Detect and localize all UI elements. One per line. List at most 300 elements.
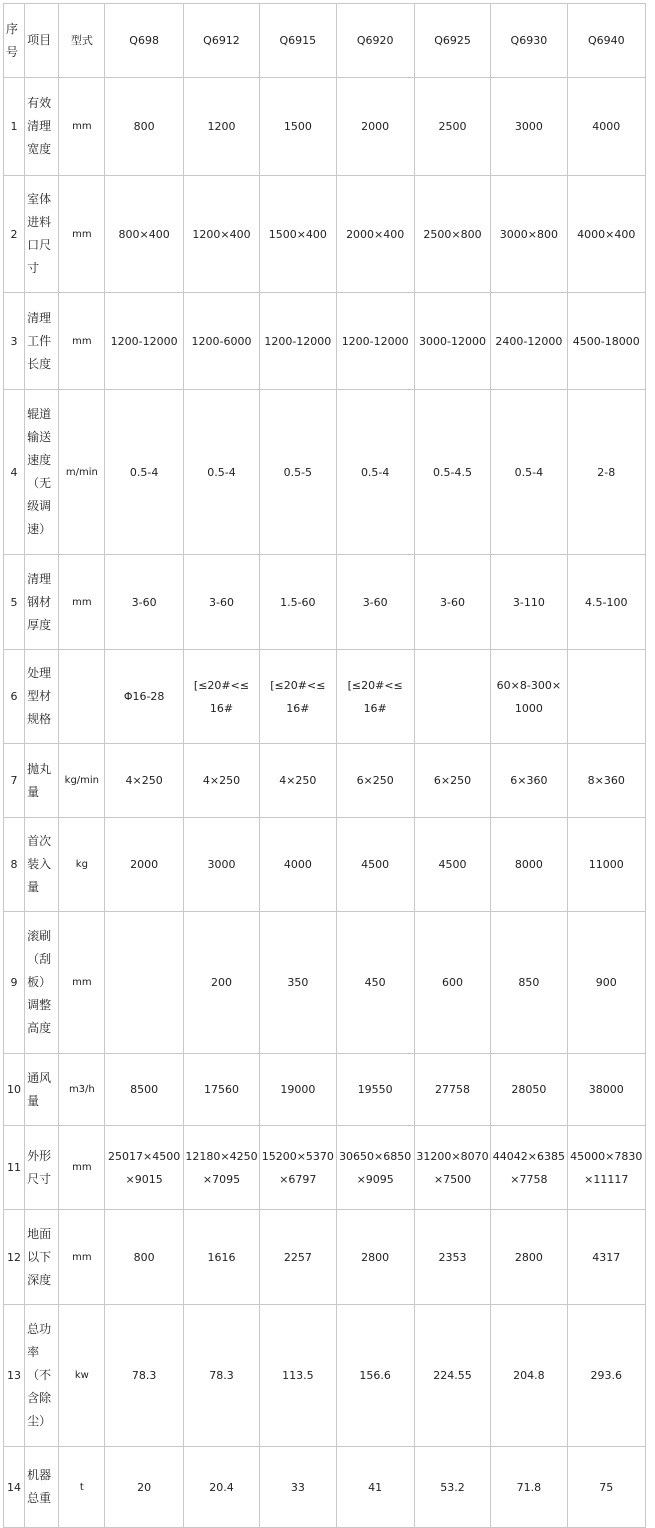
- row-index-cell: [4, 744, 25, 818]
- row-value-cell: [105, 176, 183, 293]
- row-value-text: 0.5-4: [360, 465, 390, 479]
- row-value-cell: [491, 818, 567, 912]
- row-index-text: 11: [7, 1161, 22, 1174]
- row-value-cell: [105, 1126, 183, 1210]
- row-value-text: 8000: [514, 858, 543, 871]
- row-value-cell: [336, 818, 414, 912]
- row-value-cell: [183, 1126, 259, 1210]
- row-value-cell: [336, 912, 414, 1054]
- row-value-cell: [491, 1305, 567, 1447]
- row-value-cell: [260, 1126, 336, 1210]
- row-value-cell: [491, 176, 567, 293]
- row-value-text: 30650×6850 ×9095: [339, 1149, 412, 1186]
- row-value-text: 2500×800: [423, 227, 482, 241]
- row-value-cell: [183, 650, 259, 744]
- header-model-cell: [260, 4, 336, 78]
- row-value-text: 3-60: [362, 595, 388, 609]
- row-value-text: 41: [368, 1480, 383, 1494]
- row-unit-text: mm: [72, 1251, 92, 1263]
- row-value-cell: [260, 744, 336, 818]
- row-value-text: 0.5-5: [283, 465, 313, 479]
- row-value-text: Φ16-28: [123, 690, 165, 703]
- row-unit-text: mm: [72, 596, 92, 608]
- row-value-cell: [183, 176, 259, 293]
- row-value-cell: [336, 1210, 414, 1305]
- row-value-cell: [260, 1447, 336, 1528]
- row-value-text: 1500×400: [268, 227, 327, 241]
- row-unit-cell: [59, 1305, 105, 1447]
- row-value-cell: [491, 744, 567, 818]
- row-value-cell: [260, 912, 336, 1054]
- row-value-cell: [260, 650, 336, 744]
- row-item-text: 总功 率 （不 含除 尘）: [27, 1322, 52, 1428]
- row-index-cell: [4, 1305, 25, 1447]
- row-value-text: [≤20#<≤ 16#: [347, 678, 403, 715]
- spec-table-body: [4, 4, 646, 1528]
- row-value-text: 3-60: [209, 595, 234, 609]
- row-value-cell: [567, 1126, 645, 1210]
- row-unit-cell: [59, 78, 105, 176]
- row-value-cell: [414, 1305, 490, 1447]
- row-value-text: 75: [599, 1480, 614, 1494]
- row-value-text: 200: [210, 976, 232, 989]
- row-value-text: 60×8-300× 1000: [496, 678, 562, 715]
- row-value-text: 2000: [130, 858, 159, 871]
- header-model-label: Q6912: [203, 34, 240, 47]
- row-value-text: 0.5-4.5: [433, 465, 473, 479]
- row-value-cell: [105, 1210, 183, 1305]
- table-row: [4, 78, 646, 176]
- spec-table: [3, 3, 646, 1528]
- row-value-text: 45000×7830 ×11117: [570, 1149, 643, 1186]
- row-value-text: 33: [290, 1480, 305, 1494]
- row-index-text: 2: [10, 227, 18, 241]
- row-value-cell: [491, 1210, 567, 1305]
- row-unit-text: kg: [75, 859, 88, 870]
- row-value-cell: [260, 818, 336, 912]
- row-value-cell: [183, 293, 259, 390]
- header-model-cell: [491, 4, 567, 78]
- row-unit-cell: [59, 176, 105, 293]
- row-value-text: 4500: [361, 858, 390, 871]
- header-model-cell: [336, 4, 414, 78]
- row-value-cell: [105, 293, 183, 390]
- row-value-cell: [567, 1305, 645, 1447]
- row-value-cell: [336, 293, 414, 390]
- row-value-text: 850: [518, 976, 540, 989]
- table-row: [4, 1210, 646, 1305]
- row-value-cell: [260, 176, 336, 293]
- row-value-cell: [260, 390, 336, 555]
- row-unit-text: mm: [72, 1162, 92, 1173]
- row-value-cell: [414, 176, 490, 293]
- row-value-cell: [567, 78, 645, 176]
- row-value-text: 224.55: [433, 1369, 472, 1382]
- row-value-text: 2800: [514, 1250, 543, 1264]
- table-row: [4, 555, 646, 650]
- row-value-cell: [260, 293, 336, 390]
- row-value-cell: [105, 650, 183, 744]
- row-item-text: 清理 工件 长度: [27, 310, 52, 371]
- row-value-text: 1200×400: [192, 227, 251, 241]
- row-value-cell: [567, 1447, 645, 1528]
- row-item-cell: [25, 650, 59, 744]
- row-unit-cell: [59, 390, 105, 555]
- row-item-cell: [25, 1126, 59, 1210]
- row-index-text: 3: [10, 334, 18, 348]
- row-value-text: 4000: [283, 858, 312, 871]
- row-unit-text: m/min: [65, 466, 98, 478]
- row-value-cell: [491, 1054, 567, 1126]
- row-value-text: 71.8: [516, 1480, 542, 1494]
- row-value-cell: [336, 650, 414, 744]
- row-value-cell: [105, 818, 183, 912]
- row-value-text: 11000: [588, 858, 624, 871]
- row-value-text: 0.5-4: [514, 465, 544, 479]
- row-index-text: 13: [7, 1369, 22, 1382]
- row-index-text: 6: [10, 690, 18, 703]
- row-index-cell: [4, 78, 25, 176]
- row-value-cell: [260, 1210, 336, 1305]
- row-index-text: 1: [10, 120, 18, 133]
- row-index-text: 5: [10, 595, 18, 609]
- header-unit-cell: [59, 4, 105, 78]
- row-value-cell: [414, 1126, 490, 1210]
- row-value-cell: [183, 1447, 259, 1528]
- row-value-text: 4.5-100: [585, 595, 628, 609]
- row-index-text: 9: [10, 976, 18, 989]
- row-value-cell: [105, 1447, 183, 1528]
- row-item-cell: [25, 1210, 59, 1305]
- row-item-text: 通风 量: [27, 1070, 52, 1108]
- row-value-cell: [183, 78, 259, 176]
- header-row: [4, 4, 646, 78]
- header-model-label: Q6920: [356, 34, 394, 47]
- row-value-text: 2400-12000: [495, 334, 563, 348]
- row-value-text: 8×360: [587, 774, 625, 787]
- row-value-text: 2257: [283, 1250, 312, 1264]
- row-unit-text: t: [79, 1481, 84, 1493]
- row-unit-text: mm: [72, 228, 92, 240]
- row-item-cell: [25, 744, 59, 818]
- row-value-cell: [491, 555, 567, 650]
- row-value-text: 78.3: [131, 1369, 157, 1382]
- row-value-cell: [414, 293, 490, 390]
- row-value-cell: [183, 1305, 259, 1447]
- table-row: [4, 1447, 646, 1528]
- table-row: [4, 1305, 646, 1447]
- row-value-cell: [491, 650, 567, 744]
- row-unit-cell: [59, 744, 105, 818]
- table-row: [4, 176, 646, 293]
- row-value-text: 2800: [361, 1250, 390, 1264]
- table-row: [4, 912, 646, 1054]
- row-unit-text: mm: [72, 335, 92, 347]
- row-value-text: 53.2: [440, 1480, 465, 1494]
- row-unit-cell: [59, 818, 105, 912]
- table-row: [4, 818, 646, 912]
- row-value-cell: [567, 744, 645, 818]
- row-index-cell: [4, 818, 25, 912]
- row-value-text: 8500: [130, 1083, 159, 1096]
- row-index-cell: [4, 650, 25, 744]
- row-value-text: 2000: [361, 120, 390, 133]
- row-index-text: 12: [7, 1250, 22, 1264]
- row-value-text: 1616: [207, 1250, 236, 1264]
- row-value-text: 25017×4500 ×9015: [108, 1149, 181, 1186]
- row-item-text: 抛丸 量: [27, 761, 52, 799]
- row-value-cell: [414, 912, 490, 1054]
- row-index-text: 10: [7, 1083, 22, 1096]
- row-value-text: 2500: [438, 120, 467, 133]
- row-value-cell: [567, 1210, 645, 1305]
- row-value-cell: [183, 390, 259, 555]
- row-unit-cell: [59, 1210, 105, 1305]
- row-value-text: 0.5-4: [129, 465, 159, 479]
- row-value-text: 4×250: [202, 774, 241, 787]
- row-value-text: 44042×6385 ×7758: [492, 1149, 565, 1186]
- row-value-text: 1200-12000: [341, 334, 409, 348]
- row-item-cell: [25, 912, 59, 1054]
- row-item-text: 地面 以下 深度: [27, 1226, 52, 1287]
- row-value-text: 4000: [592, 120, 621, 133]
- row-value-cell: [183, 912, 259, 1054]
- header-index-label: 序 号: [6, 21, 19, 59]
- row-item-cell: [25, 1054, 59, 1126]
- row-item-text: 首次 装入 量: [27, 834, 52, 894]
- row-value-text: 156.6: [359, 1369, 391, 1382]
- row-unit-cell: [59, 912, 105, 1054]
- row-item-cell: [25, 176, 59, 293]
- table-row: [4, 1054, 646, 1126]
- row-value-cell: [336, 1305, 414, 1447]
- row-value-text: 31200×8070 ×7500: [416, 1149, 489, 1186]
- row-value-cell: [414, 1447, 490, 1528]
- row-value-cell: [183, 1210, 259, 1305]
- row-value-cell: [105, 1305, 183, 1447]
- row-item-text: 有效 清理 宽度: [27, 96, 52, 156]
- header-model-cell: [567, 4, 645, 78]
- row-value-cell: [336, 744, 414, 818]
- header-model-cell: [105, 4, 183, 78]
- row-value-text: 2000×400: [346, 227, 405, 241]
- row-value-text: 3000×800: [499, 227, 558, 241]
- row-value-cell: [183, 555, 259, 650]
- row-value-cell: [336, 176, 414, 293]
- row-index-text: 4: [10, 465, 18, 479]
- row-value-cell: [105, 912, 183, 1054]
- table-row: [4, 650, 646, 744]
- row-value-text: 600: [442, 976, 464, 989]
- header-unit-label: 型式: [70, 34, 93, 47]
- row-value-text: 1.5-60: [280, 595, 316, 609]
- row-item-cell: [25, 1305, 59, 1447]
- row-item-text: 滚刷 （刮 板） 调整 高度: [27, 929, 52, 1035]
- row-value-text: 900: [595, 976, 617, 989]
- row-value-text: 3-110: [512, 595, 545, 609]
- row-value-cell: [336, 1126, 414, 1210]
- row-value-cell: [260, 78, 336, 176]
- row-index-cell: [4, 1447, 25, 1528]
- row-value-cell: [567, 912, 645, 1054]
- row-unit-text: m3/h: [68, 1084, 95, 1095]
- row-value-cell: [567, 555, 645, 650]
- row-value-cell: [105, 555, 183, 650]
- row-value-cell: [414, 744, 490, 818]
- row-value-cell: [491, 1126, 567, 1210]
- row-value-text: 800×400: [118, 227, 170, 241]
- row-value-text: 20.4: [209, 1480, 234, 1494]
- row-value-text: 38000: [588, 1083, 624, 1096]
- row-value-text: 113.5: [282, 1369, 314, 1382]
- row-value-cell: [414, 78, 490, 176]
- row-value-text: 0.5-4: [207, 465, 236, 479]
- row-value-cell: [336, 390, 414, 555]
- row-item-cell: [25, 390, 59, 555]
- header-item-cell: [25, 4, 59, 78]
- row-value-text: 3000: [207, 858, 236, 871]
- row-value-cell: [567, 293, 645, 390]
- row-value-text: 28050: [511, 1083, 547, 1096]
- row-value-text: 6×250: [433, 774, 472, 787]
- row-unit-cell: [59, 1054, 105, 1126]
- header-index-cell: [4, 4, 25, 78]
- row-index-text: 7: [10, 774, 18, 787]
- header-model-cell: [183, 4, 259, 78]
- row-value-text: [≤20#<≤ 16#: [193, 678, 250, 715]
- header-model-label: Q698: [129, 34, 159, 47]
- row-unit-text: mm: [72, 977, 92, 988]
- row-value-text: 1500: [283, 120, 312, 133]
- row-value-text: 1200-6000: [191, 334, 252, 348]
- row-value-cell: [105, 1054, 183, 1126]
- row-value-cell: [491, 390, 567, 555]
- row-item-text: 外形 尺寸: [27, 1148, 52, 1186]
- row-value-cell: [414, 1054, 490, 1126]
- row-value-text: 800: [133, 120, 155, 133]
- row-index-text: 14: [7, 1480, 22, 1494]
- row-value-text: 3-60: [440, 595, 466, 609]
- row-value-cell: [183, 818, 259, 912]
- row-value-text: 4500: [438, 858, 467, 871]
- row-value-text: 6×250: [356, 774, 394, 787]
- header-model-label: Q6940: [587, 34, 625, 47]
- row-value-cell: [414, 555, 490, 650]
- row-value-text: 1200: [207, 120, 236, 133]
- row-value-cell: [491, 78, 567, 176]
- row-index-cell: [4, 1210, 25, 1305]
- row-item-text: 辊道 输送 速度 （无 级调 速）: [27, 407, 52, 536]
- row-unit-cell: [59, 555, 105, 650]
- row-value-text: 3000-12000: [419, 334, 487, 348]
- row-index-cell: [4, 912, 25, 1054]
- row-index-cell: [4, 390, 25, 555]
- row-value-text: 4×250: [125, 774, 163, 787]
- row-value-text: 4317: [592, 1250, 621, 1264]
- row-item-text: 处理 型材 规格: [27, 666, 52, 726]
- row-index-text: 8: [10, 858, 18, 871]
- header-model-label: Q6915: [279, 34, 317, 47]
- row-index-cell: [4, 555, 25, 650]
- row-unit-cell: [59, 1126, 105, 1210]
- row-value-text: 1200-12000: [264, 334, 332, 348]
- row-value-cell: [567, 176, 645, 293]
- row-item-cell: [25, 818, 59, 912]
- row-value-text: 293.6: [590, 1369, 623, 1382]
- row-value-cell: [491, 293, 567, 390]
- row-value-text: 19550: [357, 1083, 393, 1096]
- row-value-cell: [183, 744, 259, 818]
- table-row: [4, 1126, 646, 1210]
- row-unit-cell: [59, 293, 105, 390]
- row-value-text: 350: [287, 976, 309, 989]
- row-value-text: 800: [133, 1250, 155, 1264]
- row-value-text: 17560: [203, 1083, 239, 1096]
- row-value-text: 78.3: [209, 1369, 234, 1382]
- row-value-text: 2353: [438, 1250, 467, 1264]
- row-unit-cell: [59, 650, 105, 744]
- row-value-cell: [260, 555, 336, 650]
- row-item-cell: [25, 555, 59, 650]
- row-value-text: 15200×5370 ×6797: [261, 1149, 334, 1186]
- row-value-text: 1200-12000: [110, 334, 178, 348]
- row-value-text: 4000×400: [577, 227, 636, 241]
- row-value-cell: [414, 1210, 490, 1305]
- row-value-cell: [183, 1054, 259, 1126]
- row-unit-text: mm: [72, 121, 92, 132]
- row-value-text: 450: [364, 976, 386, 989]
- row-value-cell: [414, 390, 490, 555]
- row-item-text: 室体 进料 口尺 寸: [27, 192, 52, 275]
- row-value-text: 3000: [514, 120, 543, 133]
- row-index-cell: [4, 1126, 25, 1210]
- row-value-text: 204.8: [513, 1369, 545, 1382]
- row-value-cell: [567, 818, 645, 912]
- header-model-cell: [414, 4, 490, 78]
- row-value-text: 4500-18000: [572, 334, 640, 348]
- row-index-cell: [4, 1054, 25, 1126]
- row-value-cell: [336, 78, 414, 176]
- row-value-cell: [105, 78, 183, 176]
- table-row: [4, 744, 646, 818]
- row-value-text: [≤20#<≤ 16#: [270, 678, 326, 715]
- row-unit-text: kg/min: [64, 775, 100, 786]
- table-row: [4, 293, 646, 390]
- row-item-text: 机器 总重: [27, 1468, 52, 1505]
- row-value-text: 20: [137, 1480, 152, 1494]
- row-value-cell: [567, 390, 645, 555]
- header-model-label: Q6930: [510, 34, 548, 47]
- row-value-text: 3-60: [131, 595, 157, 609]
- row-value-text: 4×250: [279, 774, 317, 787]
- table-row: [4, 390, 646, 555]
- header-item-label: 项目: [27, 33, 52, 47]
- row-unit-text: kw: [74, 1370, 89, 1381]
- row-value-cell: [414, 650, 490, 744]
- row-value-text: 19000: [280, 1083, 316, 1096]
- row-value-cell: [336, 1054, 414, 1126]
- row-value-cell: [491, 1447, 567, 1528]
- row-value-cell: [567, 650, 645, 744]
- row-value-cell: [336, 1447, 414, 1528]
- row-item-cell: [25, 293, 59, 390]
- row-index-cell: [4, 176, 25, 293]
- row-item-text: 清理 钢材 厚度: [27, 571, 52, 632]
- row-value-text: 12180×4250 ×7095: [185, 1149, 258, 1186]
- row-unit-cell: [59, 1447, 105, 1528]
- row-item-cell: [25, 1447, 59, 1528]
- row-value-text: 2-8: [597, 465, 616, 479]
